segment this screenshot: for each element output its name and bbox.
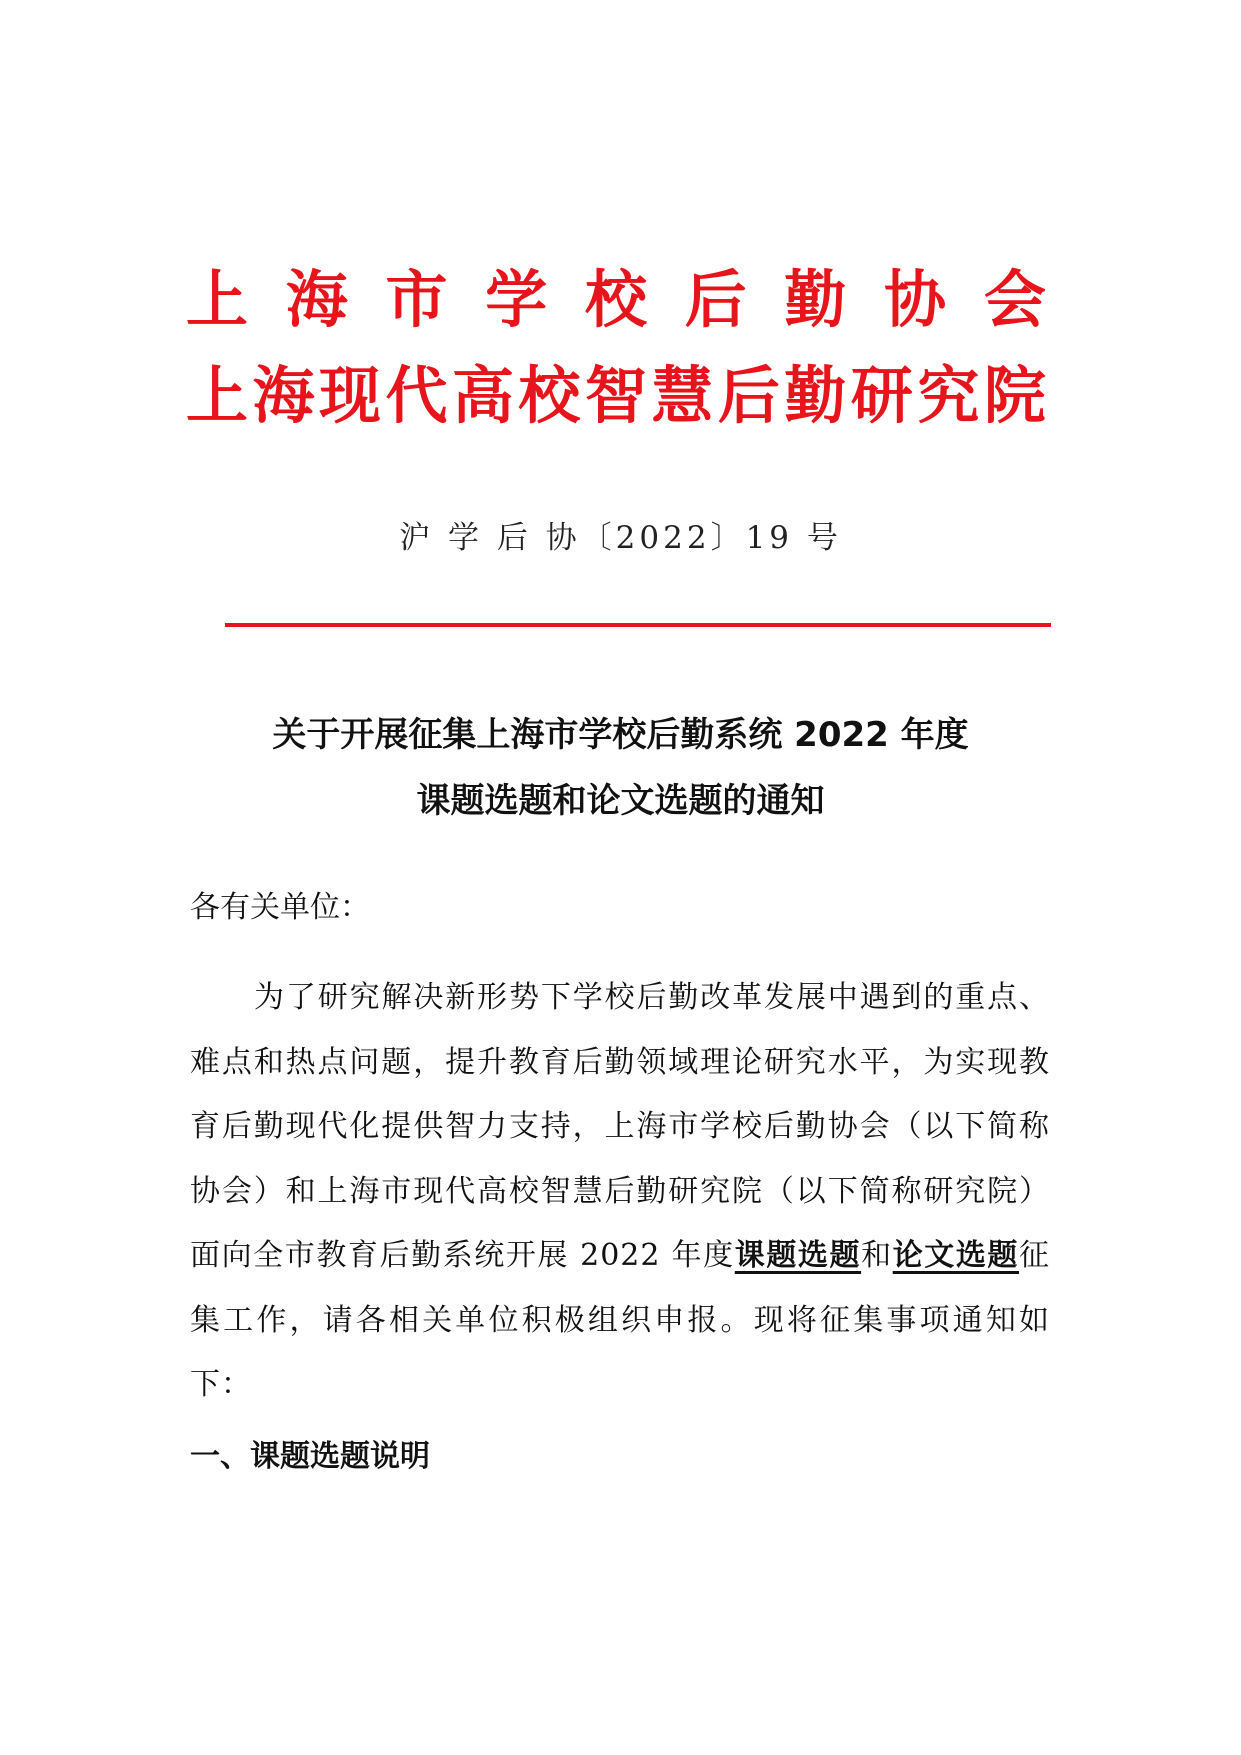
org-name-char: 慧 bbox=[651, 359, 714, 432]
org-name-char: 高 bbox=[451, 359, 514, 432]
body-text-3: 征集工作，请各相关单位积极组织申报。现将征集事项通知如下： bbox=[190, 1238, 1051, 1402]
org-name-char: 后 bbox=[684, 263, 747, 336]
org-name-char: 上 bbox=[186, 359, 249, 432]
document-title-line-1: 关于开展征集上海市学校后勤系统 2022 年度 bbox=[272, 715, 969, 755]
body-paragraph bbox=[190, 966, 1050, 1418]
org-name-char: 校 bbox=[518, 359, 581, 432]
org-name-char: 现 bbox=[318, 359, 381, 432]
red-divider-rule bbox=[225, 623, 1051, 627]
org-name-char: 海 bbox=[252, 359, 315, 432]
org-name-char: 会 bbox=[983, 263, 1046, 336]
org-name-char: 校 bbox=[584, 263, 647, 336]
body-text-1: 为了研究解决新形势下学校后勤改革发展中遇到的重点、难点和热点问题，提升教育后勤领域理论研究水平，为实现教育后勤现代化提供智力支持，上海市学校后勤协会（以下简称协会）和上海市现代高校智慧后勤研究院（以下简称研究院）面向全市教育后勤系统开展 2022 年度 bbox=[190, 980, 1050, 1273]
org-name-char: 勤 bbox=[784, 263, 847, 336]
org-name-char: 智 bbox=[584, 359, 647, 432]
org-name-char: 勤 bbox=[784, 359, 847, 432]
body-text-2: 和 bbox=[861, 1238, 893, 1273]
paper-selection-term: 论文选题 bbox=[892, 1238, 1020, 1273]
org-name-char: 研 bbox=[850, 359, 913, 432]
topic-selection-term: 课题选题 bbox=[734, 1238, 862, 1273]
org-name-char: 市 bbox=[385, 263, 448, 336]
org-name-association bbox=[186, 260, 1046, 340]
salutation: 各有关单位： bbox=[190, 890, 370, 925]
org-name-char: 代 bbox=[385, 359, 448, 432]
org-name-char: 上 bbox=[186, 263, 249, 336]
org-name-char: 后 bbox=[717, 359, 780, 432]
org-name-char: 院 bbox=[983, 359, 1046, 432]
document-number: 沪 学 后 协〔2022〕19 号 bbox=[399, 520, 842, 556]
org-name-char: 学 bbox=[485, 263, 548, 336]
org-name-institute bbox=[186, 356, 1046, 436]
section-heading-1: 一、课题选题说明 bbox=[190, 1439, 430, 1474]
document-title-line-2: 课题选题和论文选题的通知 bbox=[416, 781, 825, 821]
org-name-char: 海 bbox=[285, 263, 348, 336]
org-name-char: 协 bbox=[884, 263, 947, 336]
org-name-char: 究 bbox=[917, 359, 980, 432]
